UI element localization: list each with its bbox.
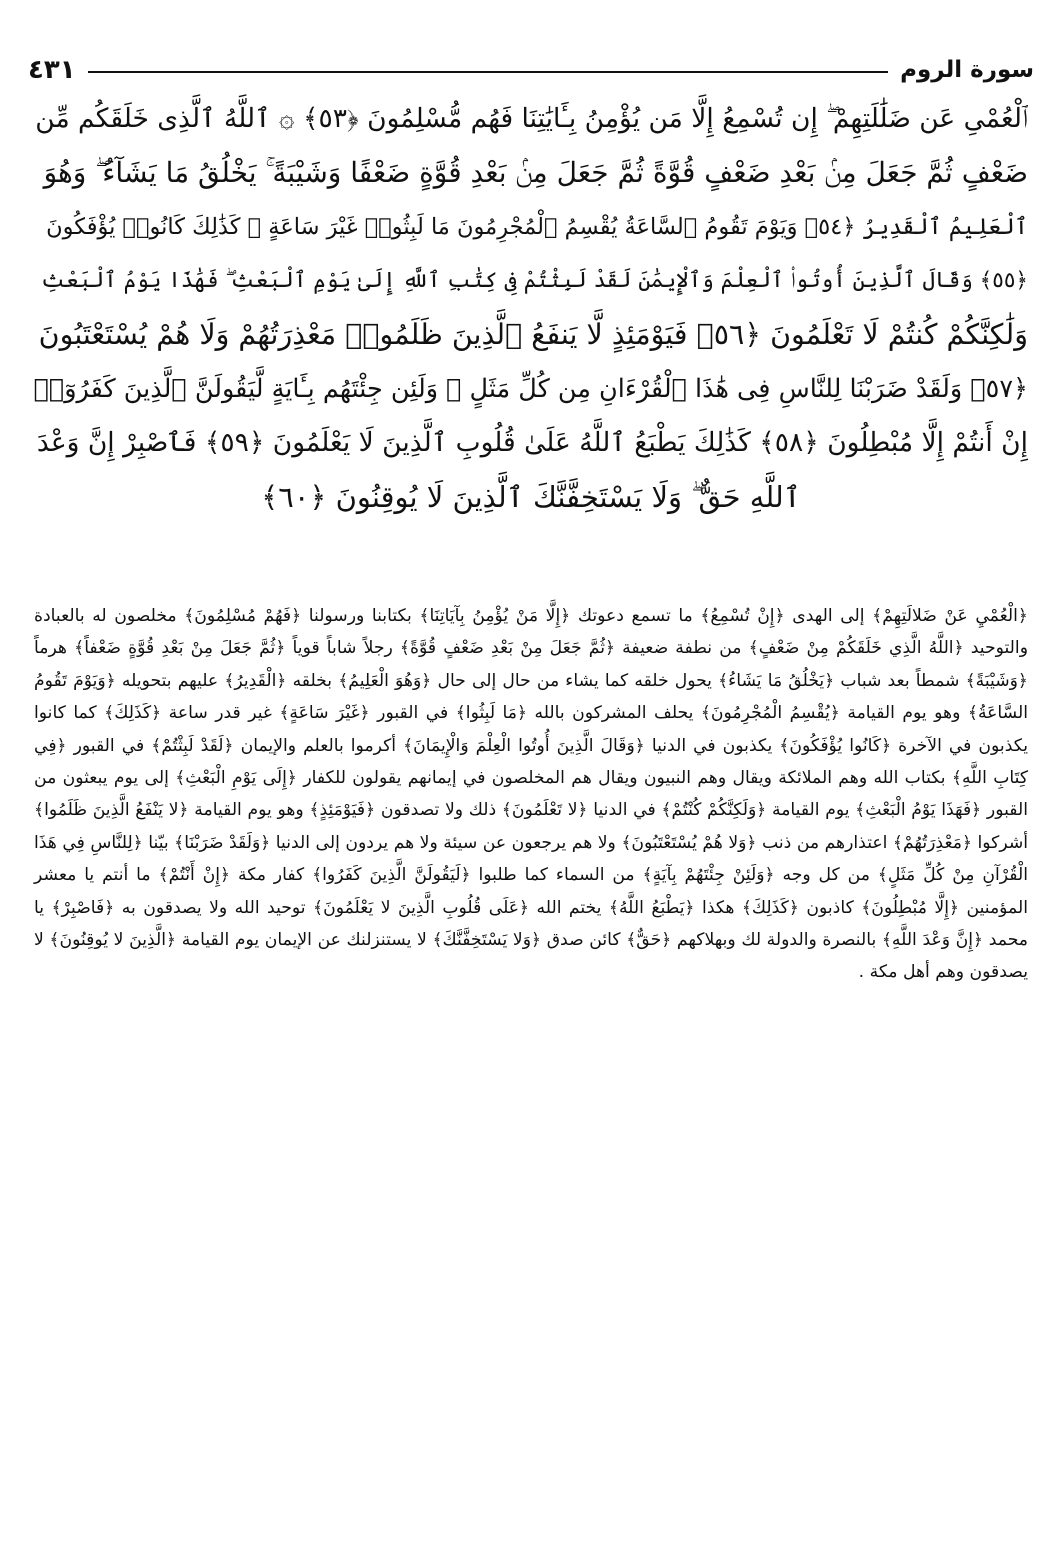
page-number: ٤٣١ [28, 55, 76, 85]
mushaf-page [28, 0, 1034, 1555]
surah-name: سورة الروم [900, 57, 1034, 83]
quran-line: ﴿٥٧﴾ وَلَقَدْ ضَرَبْنَا لِلنَّاسِ فِى هَٰذَا ٱلْقُرْءَانِ مِن كُلِّ مَثَلٍ ۚ وَلَئِن جِئْتَهُم بِـَٔايَةٍ لَّيَقُولَنَّ ٱلَّذِينَ كَفَرُوٓا۟ [34, 374, 1028, 404]
tafsir-text: ﴿الْعُمْيِ عَنْ ضَلالَتِهِمْ﴾ إلى الهدى ﴿إِنْ تُسْمِعُ﴾ ما تسمع دعوتك ﴿إِلَّا مَنْ يُؤْمِنُ بِآيَاتِنَا﴾ بكتابنا ورسولنا ﴿فَهُمْ مُسْلِمُونَ﴾ مخلصون له بالعبادة والتوحيد ﴿اللَّهُ الَّذِي خَلَقَكُمْ مِنْ ضَعْفٍ﴾ من نطفة ضعيفة ﴿ثُمَّ جَعَلَ مِنْ بَعْدِ ضَعْفٍ قُوَّةً﴾ رجلاً شاباً قوياً ﴿ثُمَّ جَعَلَ مِنْ بَعْدِ قُوَّةٍ ضَعْفاً﴾ هرماً ﴿وَشَيْبَةً﴾ شمطاً بعد شباب ﴿يَخْلُقُ مَا يَشَاءُ﴾ يحول خلقه كما يشاء من حال إلى حال ﴿وَهُوَ الْعَلِيمُ﴾ بخلقه ﴿الْقَدِيرُ﴾ عليهم بتحويله ﴿وَيَوْمَ تَقُومُ السَّاعَةُ﴾ وهو يوم القيامة ﴿يُقْسِمُ الْمُجْرِمُونَ﴾ يحلف المشركون بالله ﴿مَا لَبِثُوا﴾ في القبور ﴿غَيْرَ سَاعَةٍ﴾ غير قدر ساعة ﴿كَذَلِكَ﴾ كما كانوا يكذبون في الآخرة ﴿كَانُوا يُؤْفَكُونَ﴾ يكذبون في الدنيا ﴿وَقَالَ الَّذِينَ أُوتُوا الْعِلْمَ وَالْإِيمَانَ﴾ أكرموا بالعلم والإيمان ﴿لَقَدْ لَبِثْتُمْ﴾ في القبور ﴿فِي كِتَابِ اللَّهِ﴾ بكتاب الله وهم الملائكة ويقال وهم النبيون ويقال هم المخلصون في إيمانهم يقولون للكفار ﴿إِلَى يَوْمِ الْبَعْثِ﴾ إلى يوم يبعثون من القبور ﴿فَهَذَا يَوْمُ الْبَعْثِ﴾ يوم القيامة ﴿وَلَكِنَّكُمْ كُنْتُمْ﴾ في الدنيا ﴿لا تَعْلَمُونَ﴾ ذلك ولا تصدقون ﴿فَيَوْمَئِذٍ﴾ وهو يوم القيامة ﴿لا يَنْفَعُ الَّذِينَ ظَلَمُوا﴾ أشركوا ﴿مَعْذِرَتُهُمْ﴾ اعتذارهم من ذنب ﴿وَلا هُمْ يُسْتَعْتَبُونَ﴾ ولا هم يرجعون عن سيئة ولا هم يردون إلى الدنيا ﴿وَلَقَدْ ضَرَبْنَا﴾ بيّنا ﴿لِلنَّاسِ فِي هَذَا الْقُرْآنِ مِنْ كُلِّ مَثَلٍ﴾ من كل وجه ﴿وَلَئِنْ جِئْتَهُمْ بِآيَةٍ﴾ من السماء كما طلبوا ﴿لَيَقُولَنَّ الَّذِينَ كَفَرُوا﴾ كفار مكة ﴿إِنْ أَنْتُمْ﴾ ما أنتم يا معشر المؤمنين ﴿إِلَّا مُبْطِلُونَ﴾ كاذبون ﴿كَذَلِكَ﴾ هكذا ﴿يَطْبَعُ اللَّهُ﴾ يختم الله ﴿عَلَى قُلُوبِ الَّذِينَ لا يَعْلَمُونَ﴾ توحيد الله ولا يصدقون به ﴿فَاصْبِرْ﴾ يا محمد ﴿إِنَّ وَعْدَ اللَّهِ﴾ بالنصرة والدولة لك وبهلاكهم ﴿حَقٌّ﴾ كائن صدق ﴿وَلا يَسْتَخِفَّنَّكَ﴾ لا يستنزلنك عن الإيمان يوم القيامة ﴿الَّذِينَ لا يُوقِنُونَ﴾ لا يصدقون وهم أهل مكة . [34, 606, 1028, 983]
quran-line: ٱلْعَلِيمُ ٱلْقَدِيرُ ﴿٥٤﴾ وَيَوْمَ تَقُومُ ٱلسَّاعَةُ يُقْسِمُ ٱلْمُجْرِمُونَ مَا لَبِثُوا۟ غَيْرَ سَاعَةٍ ۚ كَذَٰلِكَ كَانُوا۟ يُؤْفَكُونَ [46, 214, 1028, 240]
quran-line: ضَعْفٍ ثُمَّ جَعَلَ مِنۢ بَعْدِ ضَعْفٍ قُوَّةً ثُمَّ جَعَلَ مِنۢ بَعْدِ قُوَّةٍ ضَعْفًا وَشَيْبَةً ۚ يَخْلُقُ مَا يَشَآءُ ۖ وَهُوَ [43, 156, 1028, 189]
tafsir-block [34, 600, 1028, 989]
page-header [28, 48, 1034, 92]
quran-text-block [34, 92, 1028, 578]
quran-line: ٱلْعُمْىِ عَن ضَلَٰلَتِهِمْ ۖ إِن تُسْمِعُ إِلَّا مَن يُؤْمِنُ بِـَٔايَٰتِنَا فَهُم مُّسْلِمُونَ ﴿٥٣﴾ ۞ ٱللَّهُ ٱلَّذِى خَلَقَكُم مِّن [35, 103, 1028, 134]
quran-line: إِنْ أَنتُمْ إِلَّا مُبْطِلُونَ ﴿٥٨﴾ كَذَٰلِكَ يَطْبَعُ ٱللَّهُ عَلَىٰ قُلُوبِ ٱلَّذِينَ لَا يَعْلَمُونَ ﴿٥٩﴾ فَٱصْبِرْ إِنَّ وَعْدَ [36, 427, 1028, 458]
quran-line: ٱللَّهِ حَقٌّ ۖ وَلَا يَسْتَخِفَّنَّكَ ٱلَّذِينَ لَا يُوقِنُونَ ﴿٦٠﴾ [261, 480, 801, 514]
quran-line: وَلَٰكِنَّكُمْ كُنتُمْ لَا تَعْلَمُونَ ﴿٥٦﴾ فَيَوْمَئِذٍ لَّا يَنفَعُ ٱلَّذِينَ ظَلَمُوا۟ مَعْذِرَتُهُمْ وَلَا هُمْ يُسْتَعْتَبُونَ [38, 318, 1028, 351]
header-rule [88, 71, 889, 73]
quran-line: ﴿٥٥﴾ وَقَالَ ٱلَّذِينَ أُوتُوا۟ ٱلْعِلْمَ وَٱلْإِيمَٰنَ لَقَدْ لَبِثْتُمْ فِى كِتَٰبِ ٱللَّهِ إِلَىٰ يَوْمِ ٱلْبَعْثِ ۖ فَهَٰذَا يَوْمُ ٱلْبَعْثِ [41, 268, 1028, 293]
